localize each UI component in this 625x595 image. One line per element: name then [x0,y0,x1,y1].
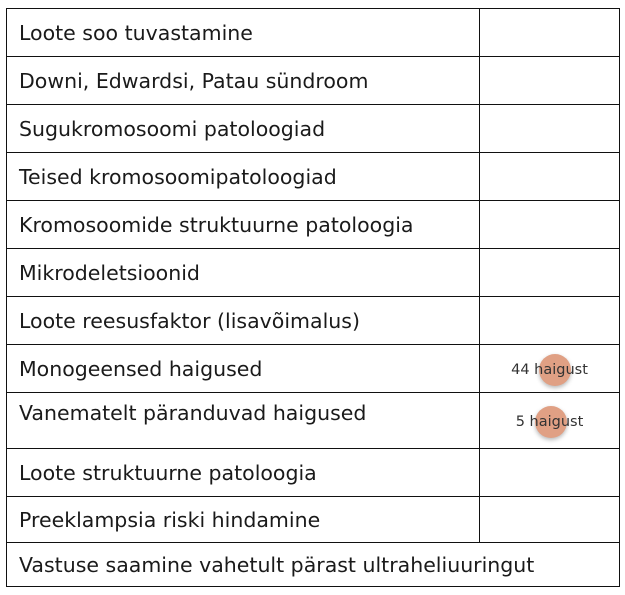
table-row [7,105,620,153]
table-row [7,297,620,345]
table-row [7,543,620,587]
table-row [7,249,620,297]
row-label: Loote reesusfaktor (lisavõimalus) [7,297,480,345]
row-value [480,201,620,249]
row-label: Preeklampsia riski hindamine [7,497,480,543]
row-label: Kromosoomide struktuurne patoloogia [7,201,480,249]
row-value [480,153,620,201]
row-value [480,345,620,393]
row-label: Mikrodeletsioonid [7,249,480,297]
table-row [7,393,620,449]
row-label: Loote struktuurne patoloogia [7,449,480,497]
row-label: Downi, Edwardsi, Patau sündroom [7,57,480,105]
row-value [480,497,620,543]
table-row [7,201,620,249]
row-value [480,9,620,57]
badge-text: 5 haigust [515,413,584,430]
row-label: Vanematelt päranduvad haigused [7,393,480,449]
table-row [7,9,620,57]
row-label: Vastuse saamine vahetult pärast ultraheliuuringut [7,543,620,587]
row-value [480,449,620,497]
table-row [7,497,620,543]
row-value [480,57,620,105]
table-row [7,449,620,497]
row-value [480,249,620,297]
row-label: Teised kromosoomipatoloogiad [7,153,480,201]
count-badge [511,361,588,379]
row-value [480,297,620,345]
table-row [7,57,620,105]
row-label: Monogeensed haigused [7,345,480,393]
row-label: Sugukromosoomi patoloogiad [7,105,480,153]
count-badge [516,413,584,431]
row-value [480,105,620,153]
feature-table [6,8,620,587]
table-row [7,345,620,393]
row-label: Loote soo tuvastamine [7,9,480,57]
table-row [7,153,620,201]
row-value [480,393,620,449]
badge-text: 44 haigust [511,361,588,378]
